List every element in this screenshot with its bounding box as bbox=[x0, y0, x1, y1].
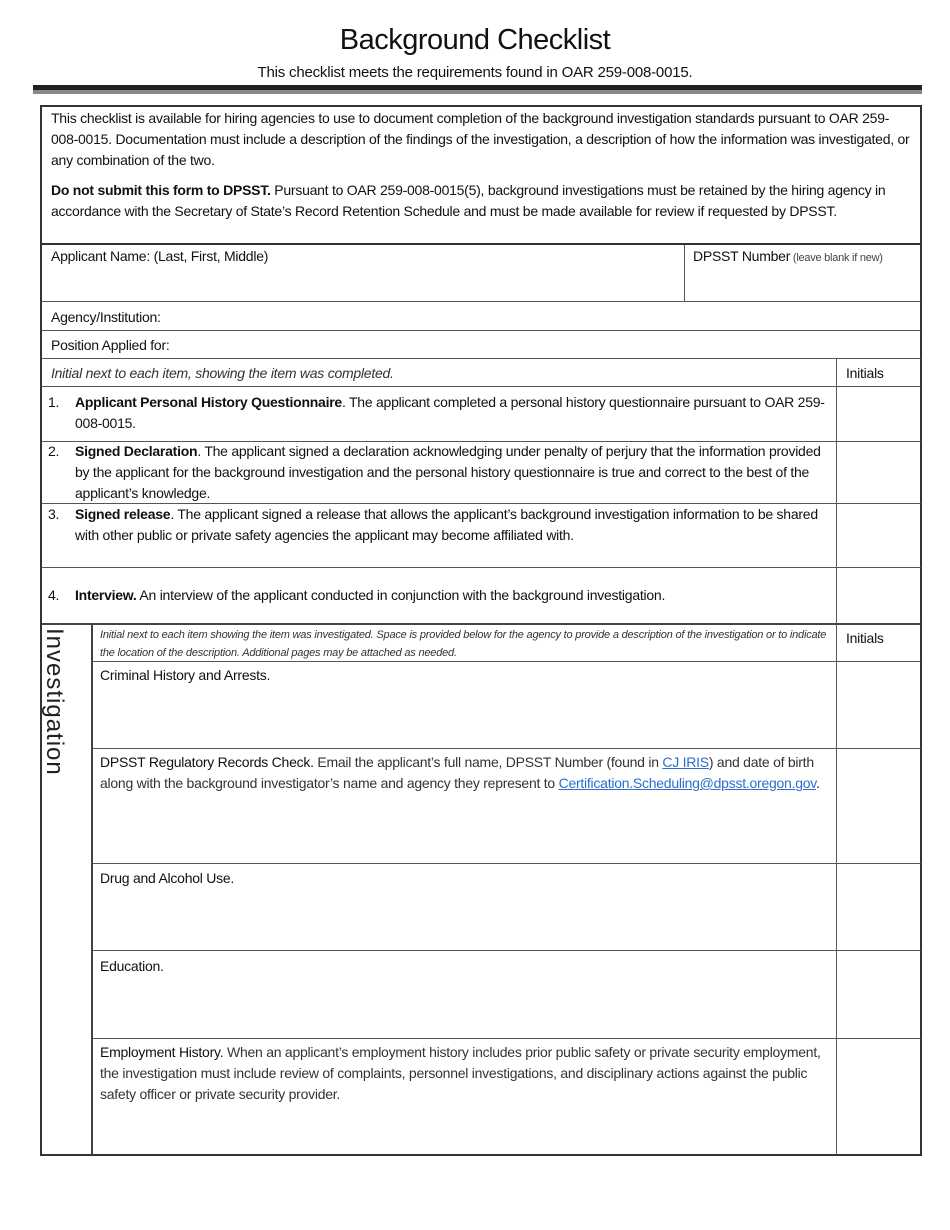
item-text: . The applicant completed a personal history questionnaire pursuant to OAR 259-008-0015. bbox=[75, 394, 825, 431]
criminal-history-title bbox=[100, 665, 270, 686]
initials-header: Initials bbox=[846, 365, 884, 381]
item-number: 4. bbox=[48, 587, 60, 603]
dpsst-records-text: Email the applicant’s full name, DPSST Number (found in bbox=[313, 754, 663, 770]
employment-history-title: Employment History. bbox=[100, 1044, 224, 1060]
criminal-history-initials[interactable] bbox=[838, 663, 920, 747]
applicant-name-field[interactable] bbox=[42, 265, 682, 300]
item-text: An interview of the applicant conducted in conjunction with the background investigation. bbox=[136, 587, 666, 603]
dpsst-records-text-2: ) and date of birth along with the background investigator’s name and agency they represent to bbox=[100, 754, 814, 791]
position-field[interactable] bbox=[51, 335, 911, 356]
agency-label: Agency/Institution: bbox=[51, 309, 161, 325]
item-text: . The applicant signed a release that allows the applicant’s background investigation information to be shared with other public or private safety agencies the applicant may become affiliated with. bbox=[75, 506, 818, 543]
investigation-initials-header: Initials bbox=[846, 630, 884, 646]
education-initials[interactable] bbox=[838, 952, 920, 1036]
dpsst-number-label bbox=[693, 246, 883, 269]
dpsst-records-description[interactable] bbox=[94, 818, 834, 861]
dpsst-records-check bbox=[100, 752, 825, 794]
employment-history-description[interactable] bbox=[94, 1108, 834, 1153]
investigation-label: Investigation bbox=[41, 628, 68, 776]
education-description[interactable] bbox=[94, 980, 834, 1036]
employment-history bbox=[100, 1042, 825, 1105]
education-title: Education. bbox=[100, 958, 164, 974]
dpsst-number-title: DPSST Number bbox=[693, 248, 791, 264]
initials-field-1[interactable] bbox=[838, 388, 920, 440]
criminal-history-label: Criminal History and Arrests. bbox=[100, 667, 271, 683]
dpsst-records-end: . bbox=[816, 775, 820, 791]
notice-bold: Do not submit this form to DPSST. bbox=[51, 182, 271, 198]
checklist-item-2 bbox=[48, 441, 833, 504]
item-number: 1. bbox=[48, 394, 60, 410]
intro-paragraph: This checklist is available for hiring agencies to use to document completion of the background investigation standards pursuant to OAR 259-008-0015. Documentation must include a description of the findings of the investigation, a description of how the information was investigated, or any combination of the two. bbox=[51, 110, 910, 168]
dpsst-records-initials[interactable] bbox=[838, 750, 920, 862]
dpsst-records-title: DPSST Regulatory Records Check. bbox=[100, 754, 314, 770]
drug-alcohol-description[interactable] bbox=[94, 892, 834, 948]
employment-history-text: When an applicant’s employment history includes prior public safety or private security employment, the investigation must include review of complaints, personnel investigations, and disciplinary actions against the public safety officer or private security provider. bbox=[100, 1044, 821, 1102]
item-title: Signed release bbox=[75, 506, 171, 522]
criminal-history-description[interactable] bbox=[94, 688, 834, 746]
item-title: Applicant Personal History Questionnaire bbox=[75, 394, 342, 410]
cj-iris-link[interactable]: CJ IRIS bbox=[662, 754, 709, 770]
page-subtitle: This checklist meets the requirements found in OAR 259-008-0015. bbox=[257, 64, 693, 81]
drug-alcohol-initials[interactable] bbox=[838, 865, 920, 949]
checklist-instruction: Initial next to each item, showing the item was completed. bbox=[51, 365, 394, 381]
intro-notice bbox=[51, 180, 915, 222]
checklist-item-4 bbox=[48, 585, 833, 606]
applicant-name-label: Applicant Name: (Last, First, Middle) bbox=[51, 248, 269, 264]
item-title: Interview. bbox=[75, 587, 137, 603]
certification-email-link[interactable]: Certification.Scheduling@dpsst.oregon.gov bbox=[558, 775, 817, 791]
employment-history-initials[interactable] bbox=[838, 1040, 920, 1153]
agency-field[interactable] bbox=[51, 307, 911, 328]
initials-field-4[interactable] bbox=[838, 569, 920, 622]
checklist-item-1 bbox=[48, 392, 833, 434]
header-divider bbox=[33, 85, 922, 94]
dpsst-number-note: (leave blank if new) bbox=[790, 252, 883, 264]
page-title: Background Checklist bbox=[339, 24, 611, 56]
notice-text: Pursuant to OAR 259-008-0015(5), background investigations must be retained by the hiring agency in accordance with the Secretary of State’s Record Retention Schedule and must be made available for review if requested by DPSST. bbox=[51, 182, 886, 219]
item-text: . The applicant signed a declaration acknowledging under penalty of perjury that the information provided by the applicant for the background investigation and the personal history questionnaire is true and correct to the best of the applicant’s knowledge. bbox=[75, 443, 821, 501]
initials-field-3[interactable] bbox=[838, 505, 920, 565]
investigation-instruction: Initial next to each item showing the item was investigated. Space is provided below for the agency to provide a description of the investigation or to indicate the location of the description. Additional pages may be attached as needed. bbox=[100, 629, 827, 659]
item-number: 3. bbox=[48, 506, 60, 522]
item-title: Signed Declaration bbox=[75, 443, 198, 459]
position-label: Position Applied for: bbox=[51, 337, 170, 353]
drug-alcohol-title: Drug and Alcohol Use. bbox=[100, 870, 235, 886]
item-number: 2. bbox=[48, 443, 60, 459]
dpsst-number-field[interactable] bbox=[686, 268, 920, 300]
initials-field-2[interactable] bbox=[838, 443, 920, 501]
checklist-item-3 bbox=[48, 504, 833, 546]
